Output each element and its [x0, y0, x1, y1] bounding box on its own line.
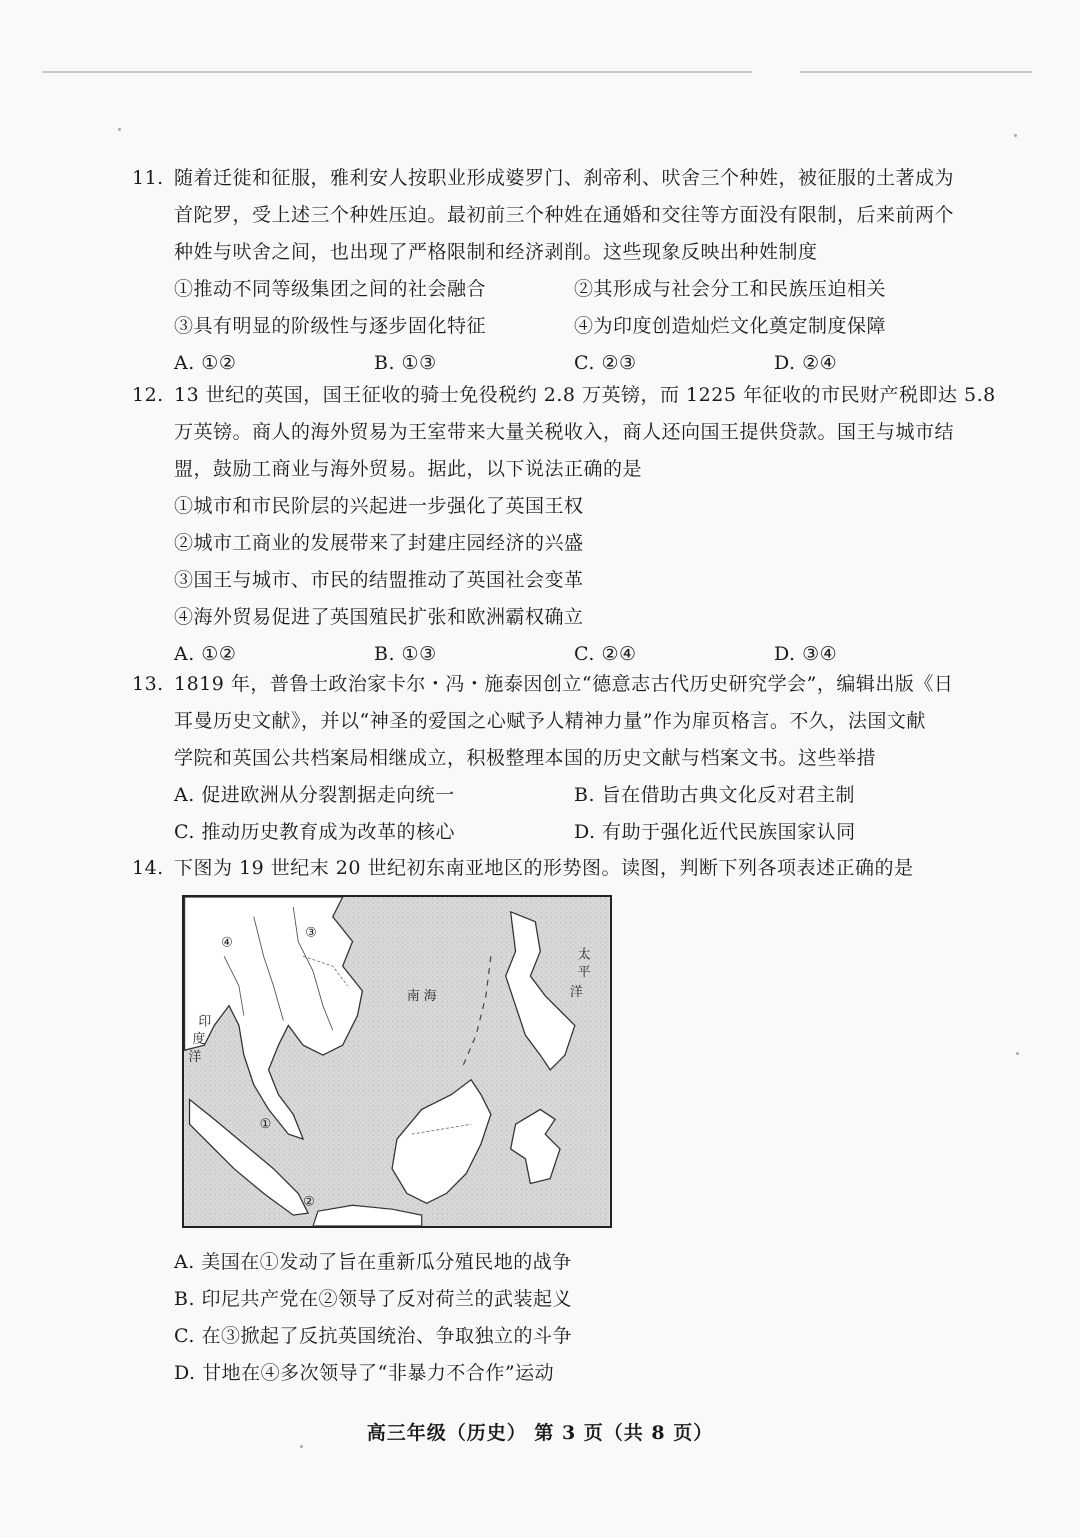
- statement: ③国王与城市、市民的结盟推动了英国社会变革: [174, 569, 584, 591]
- stem-line: 种姓与吠舍之间，也出现了严格限制和经济剥削。这些现象反映出种姓制度: [174, 241, 818, 263]
- stem-line: 学院和英国公共档案局相继成立，积极整理本国的历史文献与档案文书。这些举措: [174, 747, 877, 769]
- label-indian-3: 洋: [188, 1050, 202, 1066]
- choice-b: B. 旨在借助古典文化反对君主制: [574, 784, 856, 806]
- marker-4: ④: [221, 935, 233, 951]
- top-edge-line: [42, 71, 752, 73]
- statement-row: [174, 308, 992, 345]
- stem-line: 下图为 19 世纪末 20 世纪初东南亚地区的形势图。读图，判断下列各项表述正确的是: [174, 857, 914, 879]
- choice-row: [174, 814, 992, 851]
- stem-line: 随着迁徙和征服，雅利安人按职业形成婆罗门、刹帝利、吠舍三个种姓，被征服的土著成为: [174, 167, 955, 189]
- question-number: 12.: [132, 384, 164, 406]
- choice-d: D. ③④: [774, 643, 838, 665]
- question-number: 11.: [132, 167, 164, 189]
- label-pacific-1: 太: [577, 947, 591, 963]
- label-indian-2: 度: [192, 1032, 206, 1048]
- statement: ④海外贸易促进了英国殖民扩张和欧洲霸权确立: [174, 606, 584, 628]
- choice-row: [174, 777, 992, 814]
- choice-b: B. ①③: [374, 352, 437, 374]
- choice-d: D. ②④: [774, 352, 838, 374]
- question-11: [132, 160, 992, 382]
- marker-2: ②: [303, 1194, 315, 1210]
- question-14: [132, 850, 992, 887]
- scan-speck: [1014, 134, 1017, 137]
- label-indian-1: 印: [198, 1014, 212, 1030]
- stem-line: 13 世纪的英国，国王征收的骑士免役税约 2.8 万英镑，而 1225 年征收的市民财产税即达 5.8: [174, 384, 996, 406]
- statement: ②城市工商业的发展带来了封建庄园经济的兴盛: [174, 532, 584, 554]
- question-13: [132, 666, 992, 851]
- choice-b: B. 印尼共产党在②领导了反对荷兰的武装起义: [174, 1288, 573, 1310]
- marker-1: ①: [259, 1117, 272, 1133]
- marker-3: ③: [305, 925, 317, 941]
- choice-c: C. 在③掀起了反抗英国统治、争取独立的斗争: [174, 1325, 572, 1347]
- statement: ③具有明显的阶级性与逐步固化特征: [174, 315, 487, 337]
- choice-c: C. ②③: [574, 352, 637, 374]
- choice-c: C. ②④: [574, 643, 637, 665]
- label-pacific-3: 洋: [569, 984, 583, 1000]
- top-edge-line-right: [800, 71, 1032, 73]
- statement: ①推动不同等级集团之间的社会融合: [174, 278, 487, 300]
- southeast-asia-map: [182, 895, 612, 1228]
- statement-row: [174, 271, 992, 308]
- question-12: [132, 377, 996, 673]
- statement: ④为印度创造灿烂文化奠定制度保障: [574, 315, 887, 337]
- stem-line: 耳曼历史文献》，并以“神圣的爱国之心赋予人精神力量”作为扉页格言。不久，法国文献: [174, 710, 926, 732]
- choice-c: C. 推动历史教育成为改革的核心: [174, 821, 455, 843]
- choice-a: A. ①②: [174, 352, 237, 374]
- scan-speck: [1016, 1052, 1019, 1055]
- choice-d: D. 有助于强化近代民族国家认同: [574, 821, 856, 843]
- choice-a: A. 促进欧洲从分裂割据走向统一: [174, 784, 455, 806]
- stem-line: 万英镑。商人的海外贸易为王室带来大量关税收入，商人还向国王提供贷款。国王与城市结: [174, 421, 955, 443]
- page-footer: 高三年级（历史） 第 3 页（共 8 页）: [366, 1422, 714, 1444]
- stem-line: 1819 年，普鲁士政治家卡尔・冯・施泰因创立“德意志古代历史研究学会”，编辑出版《日: [174, 673, 954, 695]
- scan-speck: [118, 128, 121, 131]
- choice-a: A. 美国在①发动了旨在重新瓜分殖民地的战争: [174, 1251, 572, 1273]
- statement: ①城市和市民阶层的兴起进一步强化了英国王权: [174, 495, 584, 517]
- choice-b: B. ①③: [374, 643, 437, 665]
- choice-d: D. 甘地在④多次领导了“非暴力不合作”运动: [174, 1362, 555, 1384]
- question-14-choices: [132, 1244, 992, 1392]
- question-number: 13.: [132, 673, 164, 695]
- label-south-sea: 南 海: [406, 988, 437, 1004]
- stem-line: 盟，鼓励工商业与海外贸易。据此，以下说法正确的是: [174, 458, 643, 480]
- label-pacific-2: 平: [577, 965, 591, 981]
- statement: ②其形成与社会分工和民族压迫相关: [574, 278, 887, 300]
- stem-line: 首陀罗，受上述三个种姓压迫。最初前三个种姓在通婚和交往等方面没有限制，后来前两个: [174, 204, 955, 226]
- choice-a: A. ①②: [174, 643, 237, 665]
- map-figure: [184, 897, 610, 1226]
- question-number: 14.: [132, 857, 164, 879]
- scan-speck: [300, 1445, 303, 1448]
